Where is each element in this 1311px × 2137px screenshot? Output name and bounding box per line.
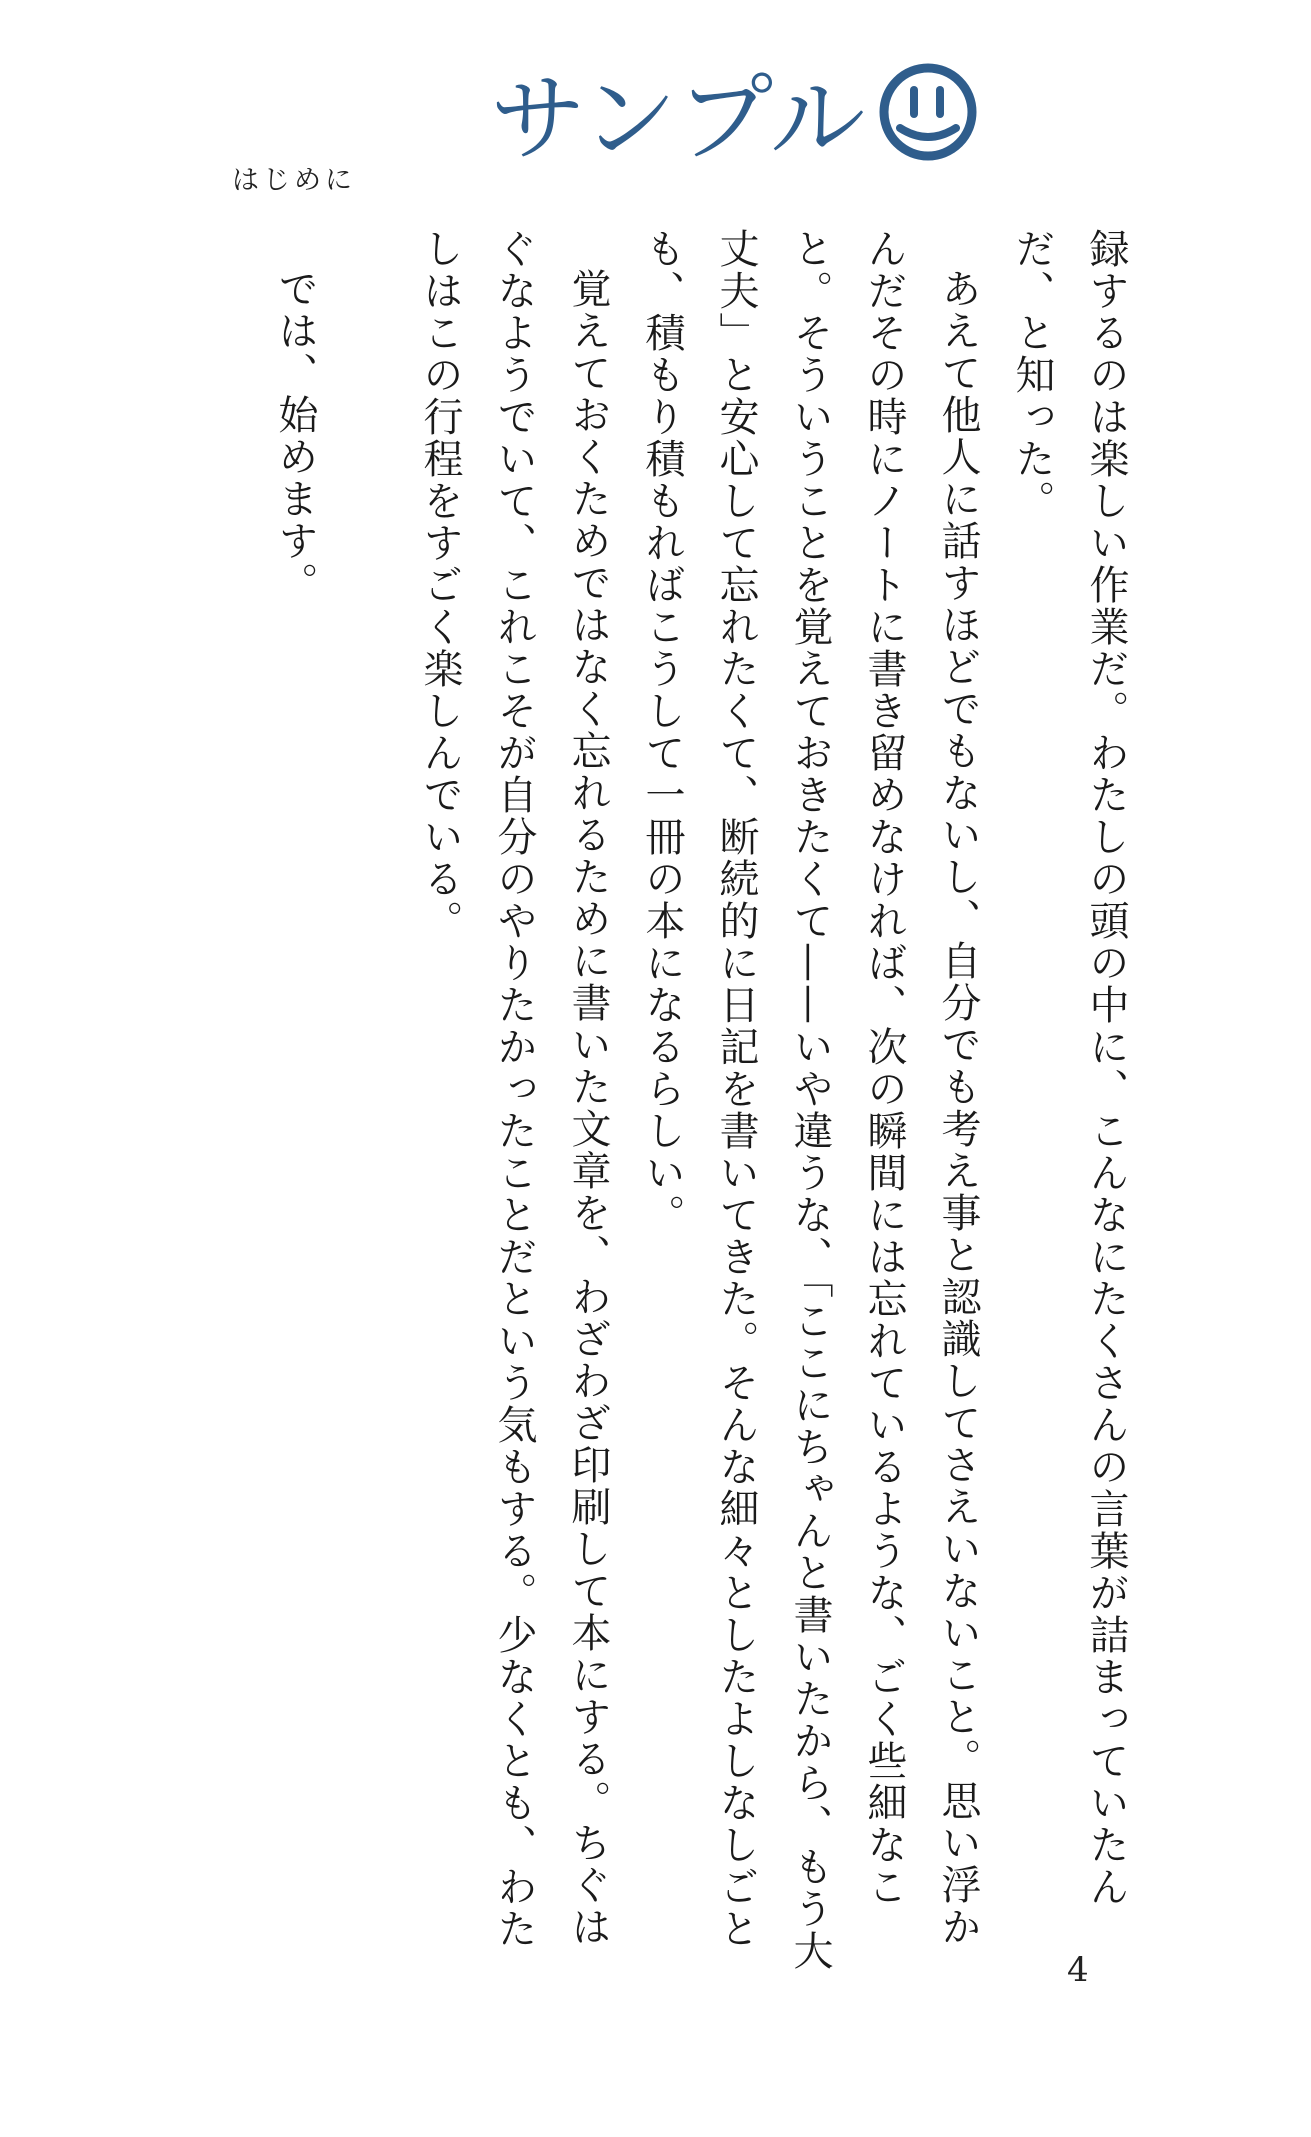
page-number: 4 [1067,1950,1089,1990]
chapter-title: はじめに [232,165,356,196]
body-text [403,228,1143,1978]
closing-line: では、始めます。 [272,268,318,604]
paragraph: 録するのは楽しい作業だ。わたしの頭の中に、こんなにたくさんの言葉が詰まっていたんだ、と知った。 [1009,228,1129,1908]
sample-stamp-graphic [480,40,1000,190]
paragraph: あえて他人に話すほどでもないし、自分でも考え事と認識してさえいないこと。思い浮かんだその時にノートに書き留めなければ、次の瞬間には忘れているような、ごく些細なこと。そういうことを覚えておきたくて——いや違うな、「ここにちゃんと書いたから、もう大丈夫」と安心して忘れたくて、断続的に日記を書いてきた。そんな細々としたよしなしごとも、積もり積もればこうして一冊の本になるらしい。 [639,228,981,1972]
smiley-icon [884,68,972,156]
sample-stamp [480,40,1000,190]
paragraph: 覚えておくためではなく忘れるために書いた文章を、わざわざ印刷して本にする。ちぐはぐなようでいて、これこそが自分のやりたかったことだという気もする。少なくとも、わたしはこの行程をすごく楽しんでいる。 [417,228,611,1950]
sample-stamp-text: サンプル [490,63,866,175]
